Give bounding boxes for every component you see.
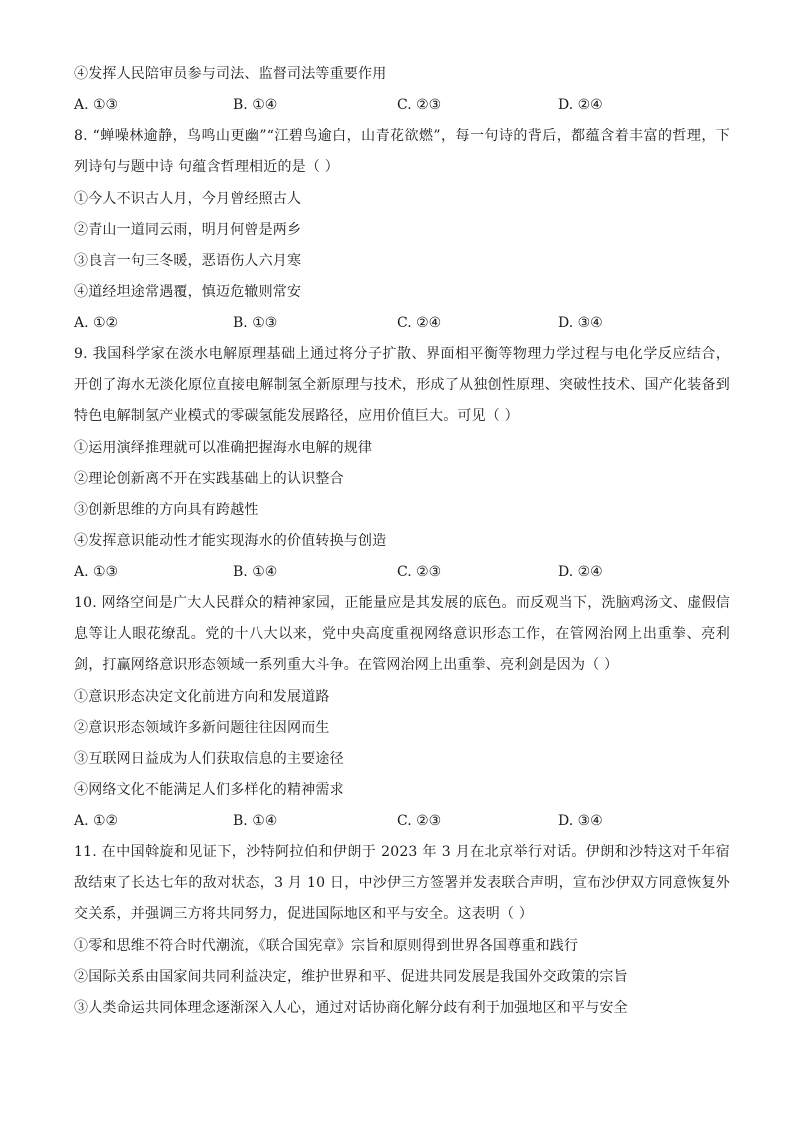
- q11-option-2: ②国际关系由国家间共同利益决定，维护世界和平、促进共同发展是我国外交政策的宗旨: [74, 969, 628, 985]
- q8-choice-c: C. ②④: [397, 315, 442, 331]
- q9-choice-c: C. ②③: [397, 564, 442, 580]
- q8-stem: 8. “蝉噪林逾静，鸟鸣山更幽”“江碧鸟逾白，山青花欲燃”，每一句诗的背后，都蕴含着丰富的哲理，下列诗句与题中诗 句蕴含哲理相近的是（ ）: [74, 128, 730, 175]
- q10-option-4: ④网络文化不能满足人们多样化的精神需求: [74, 782, 344, 798]
- q11-stem: 11. 在中国斡旋和见证下，沙特阿拉伯和伊朗于 2023 年 3 月在北京举行对话。伊朗和沙特这对千年宿敌结束了长达七年的敌对状态，3 月 10 日，中沙伊三方签署并发表联合声明，宣布沙伊双方同意恢复外交关系，并强调三方将共同努力，促进国际地区和平与安全。这表明（ ）: [74, 844, 730, 922]
- q8-option-1: ①今人不识古人月，今月曾经照古人: [74, 191, 302, 207]
- q9-option-3: ③创新思维的方向具有跨越性: [74, 502, 259, 518]
- q11-option-3: ③人类命运共同体理念逐渐深入人心，通过对话协商化解分歧有利于加强地区和平与安全: [74, 1000, 628, 1016]
- q9-choices: [74, 562, 730, 582]
- q8-choice-d: D. ③④: [558, 315, 603, 331]
- q10-choices: [74, 811, 730, 831]
- q8-choice-a: A. ①②: [74, 315, 119, 331]
- q9-option-2: ②理论创新离不开在实践基础上的认识整合: [74, 471, 344, 487]
- q10-option-3: ③互联网日益成为人们获取信息的主要途径: [74, 751, 344, 767]
- q7-option-4: ④发挥人民陪审员参与司法、监督司法等重要作用: [74, 66, 387, 82]
- q8-option-2: ②青山一道同云雨，明月何曾是两乡: [74, 222, 302, 238]
- q8-option-3: ③良言一句三冬暖，恶语伤人六月寒: [74, 253, 302, 269]
- q10-stem: 10. 网络空间是广大人民群众的精神家园，正能量应是其发展的底色。而反观当下，洗脑鸡汤文、虚假信息等让人眼花缭乱。党的十八大以来，党中央高度重视网络意识形态工作，在管网治网上出重拳、亮利剑，打赢网络意识形态领域一系列重大斗争。在管网治网上出重拳、亮利剑是因为（ ）: [74, 595, 730, 673]
- q9-choice-a: A. ①③: [74, 564, 119, 580]
- q10-choice-a: A. ①②: [74, 813, 119, 829]
- q10-choice-d: D. ③④: [558, 813, 603, 829]
- q9-option-1: ①运用演绎推理就可以准确把握海水电解的规律: [74, 440, 373, 456]
- q10-choice-c: C. ②③: [397, 813, 442, 829]
- q8-option-4: ④道经坦途常遇覆，慎迈危辙则常安: [74, 284, 302, 300]
- exam-page: [74, 64, 730, 1029]
- q10-option-2: ②意识形态领域许多新问题往往因网而生: [74, 720, 330, 736]
- q7-choice-c: C. ②③: [397, 97, 442, 113]
- q7-choice-b: B. ①④: [233, 97, 278, 113]
- q9-option-4: ④发挥意识能动性才能实现海水的价值转换与创造: [74, 533, 387, 549]
- q10-choice-b: B. ①④: [233, 813, 278, 829]
- q9-choice-b: B. ①④: [233, 564, 278, 580]
- q10-option-1: ①意识形态决定文化前进方向和发展道路: [74, 689, 330, 705]
- q11-option-1: ①零和思维不符合时代潮流，《联合国宪章》宗旨和原则得到世界各国尊重和践行: [74, 938, 579, 954]
- q8-choices: [74, 313, 730, 333]
- q9-stem: 9. 我国科学家在淡水电解原理基础上通过将分子扩散、界面相平衡等物理力学过程与电化学反应结合，开创了海水无淡化原位直接电解制氢全新原理与技术，形成了从独创性原理、突破性技术、国产化装备到特色电解制氢产业模式的零碳氢能发展路径，应用价值巨大。可见（ ）: [74, 346, 730, 424]
- q7-choice-d: D. ②④: [558, 97, 603, 113]
- q7-choices: [74, 95, 730, 115]
- q8-choice-b: B. ①③: [233, 315, 278, 331]
- q9-choice-d: D. ②④: [558, 564, 603, 580]
- q7-choice-a: A. ①③: [74, 97, 119, 113]
